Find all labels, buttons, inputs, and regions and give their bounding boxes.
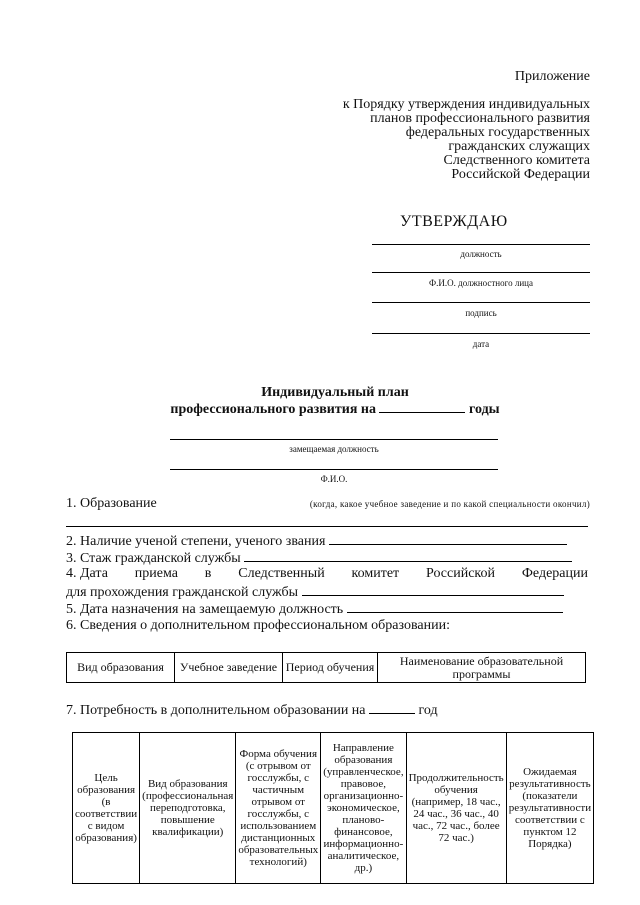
plan-title-suffix: годы <box>468 402 500 417</box>
item-2-field[interactable] <box>329 532 567 545</box>
approve-heading: УТВЕРЖДАЮ <box>400 213 508 230</box>
item-5-label: 5. Дата назначения на замещаемую должность <box>66 602 344 617</box>
table6-header: Период обучения <box>283 653 378 683</box>
table7-header-result: Ожидаемая результативность (показатели результативности соответствии с пунктом 12 Порядка) <box>506 733 593 884</box>
official-name-caption: Ф.И.О. должностного лица <box>429 278 533 288</box>
item-2-label: 2. Наличие ученой степени, ученого звания <box>66 534 326 549</box>
item-1 <box>66 496 590 512</box>
table7-header-form: Форма обучения (с отрывом от госслужбы, с частичным отрывом от госслужбы, с использованием дистанционных образовательных технологий) <box>236 733 321 884</box>
education-needs-table <box>72 732 594 884</box>
plan-title-line1: Индивидуальный план <box>261 385 409 400</box>
employee-name-line[interactable] <box>170 469 498 470</box>
date-caption: дата <box>472 339 490 349</box>
signature-line[interactable] <box>372 302 590 303</box>
item-6: 6. Сведения о дополнительном профессиональном образовании: <box>66 618 450 633</box>
item-4-field[interactable] <box>302 583 564 596</box>
appendix-title: Приложение <box>514 69 590 84</box>
item-1-label: 1. Образование <box>66 496 157 511</box>
table7-header-direction: Направление образования (управленческое, правовое, организационно-экономическое, планово-финансовое, информационно-аналитическое, др.) <box>321 733 406 884</box>
appendix-line: планов профессионального развития <box>370 111 590 126</box>
plan-title-line2 <box>130 400 540 417</box>
appendix-line: гражданских служащих <box>448 139 590 154</box>
item-7-year-field[interactable] <box>369 701 415 714</box>
occupied-position-line[interactable] <box>170 439 498 440</box>
item-4 <box>66 566 588 582</box>
position-signature-line[interactable] <box>372 244 590 245</box>
item-7-suffix: год <box>418 703 438 718</box>
item-4-line2: для прохождения гражданской службы <box>66 585 299 600</box>
appendix-line: Российской Федерации <box>451 167 590 182</box>
appendix-block <box>300 70 590 182</box>
item-7-label: 7. Потребность в дополнительном образовании на <box>66 703 366 718</box>
item-2 <box>66 532 567 550</box>
occupied-position-caption: замещаемая должность <box>289 444 379 454</box>
appendix-line: к Порядку утверждения индивидуальных <box>342 97 590 112</box>
item-4-continued <box>66 583 564 601</box>
appendix-line: Следственного комитета <box>443 153 590 168</box>
item-3 <box>66 549 572 567</box>
signature-caption: подпись <box>465 308 497 318</box>
date-line[interactable] <box>372 333 590 334</box>
table7-header-type: Вид образования (профессиональная переподготовка, повышение квалификации) <box>140 733 236 884</box>
item-4-word: Российской <box>426 566 496 581</box>
item-1-hint: (когда, какое учебное заведение и по какой специальности окончил) <box>309 499 590 509</box>
item-4-word: Федерации <box>521 566 588 581</box>
item-3-label: 3. Стаж гражданской службы <box>66 551 241 566</box>
item-1-field[interactable] <box>66 526 588 527</box>
item-4-word: Следственный <box>238 566 325 581</box>
item-5-field[interactable] <box>347 600 563 613</box>
item-5 <box>66 600 563 618</box>
appendix-line: федеральных государственных <box>405 125 590 140</box>
plan-title-prefix: профессионального развития на <box>170 402 376 417</box>
item-7 <box>66 701 438 719</box>
table6-header: Учебное заведение <box>175 653 283 683</box>
item-4-word: приема <box>134 566 178 581</box>
plan-years-field[interactable] <box>379 400 465 413</box>
item-4-word: в <box>204 566 212 581</box>
position-caption: должность <box>460 249 502 259</box>
table7-header-goal: Цель образования (в соответствии с видом образования) <box>73 733 140 884</box>
item-4-word: комитет <box>351 566 400 581</box>
employee-name-caption: Ф.И.О. <box>320 474 348 484</box>
item-3-field[interactable] <box>244 549 572 562</box>
item-4-word: 4. Дата <box>66 566 108 581</box>
table6-header: Вид образования <box>67 653 175 683</box>
table6-header: Наименование образовательной программы <box>378 653 586 683</box>
table7-header-duration: Продолжительность обучения (например, 18 час., 24 час., 36 час., 40 час., 72 час., более 72 час.) <box>406 733 506 884</box>
additional-education-table <box>66 652 586 683</box>
official-name-line[interactable] <box>372 272 590 273</box>
